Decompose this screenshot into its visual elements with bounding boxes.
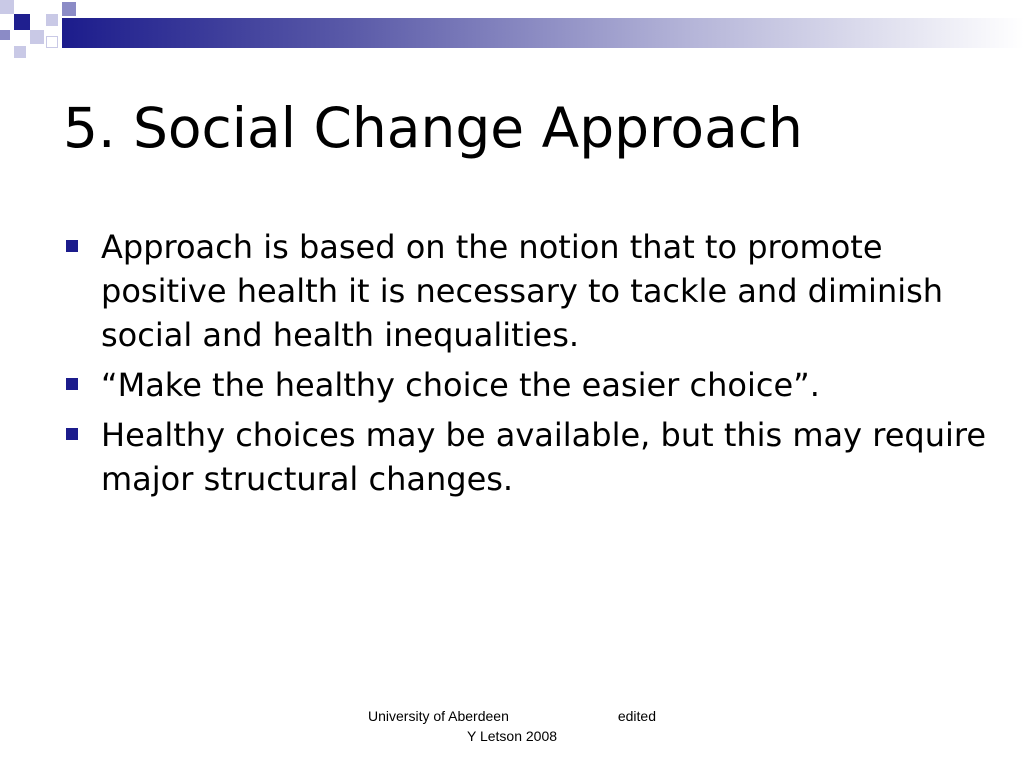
square-bullet-icon (66, 428, 78, 440)
bullet-text: “Make the healthy choice the easier choice”. (101, 366, 820, 404)
decorative-square (14, 14, 30, 30)
decorative-square (0, 30, 10, 40)
footer (352, 706, 672, 746)
bullet-list (64, 225, 994, 507)
bullet-item (64, 363, 994, 407)
bullet-text (101, 416, 986, 498)
decorative-square (0, 0, 14, 14)
bullet-text-part: Healthy choices may be available, but this may require major structural (101, 416, 987, 498)
bullet-text: Approach is based on the notion that to promote positive health it is necessary to tackle and diminish social and health inequalities. (101, 228, 944, 354)
slide-title: 5. Social Change Approach (63, 96, 803, 160)
decorative-square (30, 30, 44, 44)
footer-institution: University of Aberdeen (368, 708, 509, 724)
footer-edited: edited (617, 708, 656, 724)
footer-line (352, 706, 672, 726)
decorative-square (46, 36, 58, 48)
square-bullet-icon (66, 240, 78, 252)
bullet-item (64, 225, 994, 357)
bullet-text-part: changes. (368, 460, 514, 498)
bullet-item (64, 413, 994, 501)
header-gradient-band (62, 18, 1024, 48)
square-bullet-icon (66, 378, 78, 390)
decorative-square (62, 2, 76, 16)
footer-author: Y Letson 2008 (466, 728, 558, 744)
decorative-square (46, 14, 58, 26)
decorative-square (14, 46, 26, 58)
